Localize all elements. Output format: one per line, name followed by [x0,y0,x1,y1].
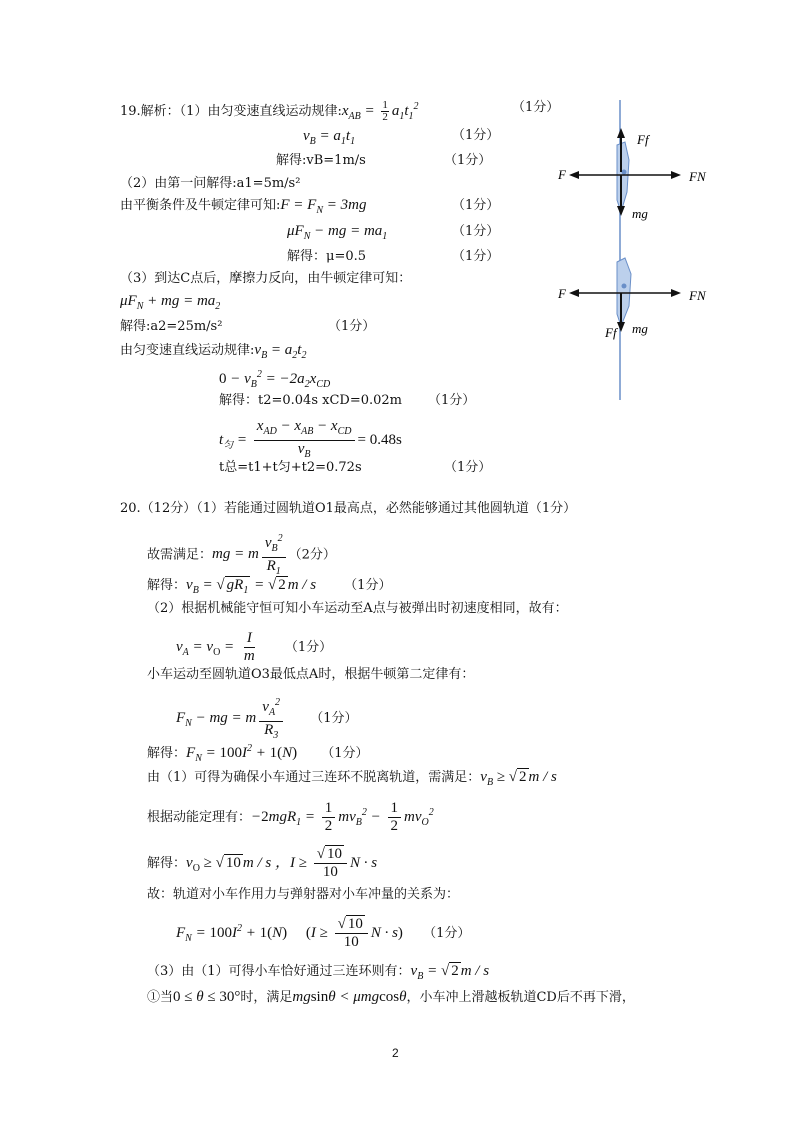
p20-case-1: ①当0 ≤ θ ≤ 30°时，满足mgsinθ < μmgcosθ，小车冲上滑越板轨道CD后不再下滑， [147,989,635,1005]
label-ff-top: Ff [637,132,649,147]
p19-points-15: （1分） [444,460,492,475]
p19-part-3: （3）到达C点后，摩擦力反向，由牛顿定律可知： [120,271,412,286]
p19-points-3: （1分） [444,153,492,168]
eq-vb-exact: $v_B$ = √ 2 m / s [410,963,490,982]
p19-points-2: （1分） [452,128,500,143]
p19-points-10: （1分） [328,319,376,334]
p20-part-3: （3）由（1）可得小车恰好通过三连环则有：$v_B$ = √ 2 m / s [147,963,490,982]
p20-part-2: （2）根据机械能守恒可知小车运动至A点与被弹出时初速度相同，故有： [147,601,568,616]
label-fn-top: FN [689,169,706,184]
p19-solve-vb: 解得:vB=1m/s [276,153,366,168]
p19-points-6: （1分） [452,224,500,239]
p20-condition: 故需满足：mg = m $\frac{v_B^2}{R_1}$ （2分） [147,530,336,580]
p20-solve-fn: 解得：$F_N = 100I^2 + 1(N)$ （1分） [147,743,369,764]
label-mg-top: mg [632,206,648,221]
eq-mu-fn-2: $\mu F_N$ + mg = $ma_2$ [120,293,221,312]
p20-final-relation: $F_N = 100I^2 + 1(N)$ (I ≥ $\frac{√ 10}{10}$ N · s) （1分） [176,916,471,950]
p20-va: $v_A = v_O$ = $\frac{I}{m}$ （1分） [176,630,333,664]
eq-vb: $v_B = a_1t_1$ [303,128,356,147]
p20-newton: $F_N$ − mg = m $\frac{v_A^2}{R_3}$ （1分） [176,694,357,744]
p19-equilibrium: 由平衡条件及牛顿定律可知:F = $F_N = 3mg$ [120,197,367,216]
force-diagram [555,100,735,405]
eq-t-uniform: $t_匀$ = $\frac{x_{AD} - x_{AB} - x_{CD}}{v_B}$ = 0.48s [219,418,402,460]
label-fn-bottom: FN [689,288,706,303]
label-f-top: F [558,167,566,182]
p20-energy: 根据动能定理有：−2mgR$_1$ = $\frac{1}{2}$ $mv_B^2$ − $\frac{1}{2}$ $mv_O^2$ [147,800,434,834]
eq-fn-mg: $F_N$ − mg = m $\frac{v_A^2}{R_3}$ [176,710,286,726]
eq-mg-mv2r: mg = m $\frac{v_B^2}{R_1}$ [212,546,289,562]
eq-v0-i: $v_O$ ≥ √ 10 m / s ，I ≥ $\frac{√ 10}{10}$ N · s [186,846,378,880]
eq-theta-range: 0 ≤ θ ≤ 30° [173,989,241,1005]
p19-solve-t2: 解得：t2=0.04s xCD=0.02m [219,393,403,408]
p20-solve-vb: 解得：$v_B$ = √ $gR_1$ = √ 2 m / s （1分） [147,577,392,596]
eq-fn-i-final: $F_N = 100I^2 + 1(N)$ (I ≥ $\frac{√ 10}{10}$ N · s) [176,916,403,950]
p19-points-13: （1分） [428,393,476,408]
p19-points-1: （1分） [512,100,560,115]
p19-total-time: t总=t1+t匀+t2=0.72s [219,460,362,475]
p19-solve-a2: 解得:a2=25m/s² [120,319,223,334]
eq-vb-a2t2: $v_B = a_2t_2$ [254,342,307,361]
eq-vb-geq: $v_B$ ≥ √ 2 m / s [480,769,557,788]
p20-relation: 故：轨道对小车作用力与弹射器对小车冲量的关系为： [147,887,460,902]
eq-vb-sqrt: $v_B$ = √ $gR_1$ = √ 2 m / s [186,577,317,596]
eq-sin-cos: mgsinθ < μmgcosθ [292,989,407,1005]
p19-solve-mu: 解得：μ=0.5 [287,249,367,264]
car-bottom [617,258,631,326]
p19-kinematics-2: 由匀变速直线运动规律$:v_B = a_2t_2$ [120,342,307,361]
p19-points-7: （1分） [452,249,500,264]
eq-f-fn: $F = F_N = 3mg$ [280,197,367,216]
eq-fn-result: $F_N = 100I^2 + 1(N)$ [186,743,298,764]
p20-no-derail: 由（1）可得为确保小车通过三连环不脱离轨道，需满足：$v_B$ ≥ √ 2 m / s [147,769,557,788]
label-ff-bottom: Ff [605,325,617,340]
p20-solve-v0: 解得：$v_O$ ≥ √ 10 m / s ，I ≥ $\frac{√ 10}{10}$ N · s [147,846,378,880]
p20-at-point-a: 小车运动至圆轨道O3最低点A时，根据牛顿第二定律有： [147,667,475,682]
eq-mu-fn: $\mu F_N$ − mg = $ma_1$ [287,223,388,242]
label-mg-bottom: mg [632,321,648,336]
page-number: 2 [392,1046,399,1060]
label-f-bottom: F [558,286,566,301]
car-top [617,142,629,212]
p19-part-2: （2）由第一问解得:a1=5m/s² [120,176,301,191]
p19-points-5: （1分） [452,198,500,213]
eq-work-energy: −2mgR$_1$ = $\frac{1}{2}$ $mv_B^2$ − $\frac{1}{2}$ $mv_O^2$ [251,800,434,834]
p20-line-1: 20.（12分）（1）若能通过圆轨道O1最高点，必然能够通过其他圆轨道（1分） [120,501,577,516]
eq-xab: $x_{AB}$ = $\frac{1}{2}$ $a_1t_1^2$ [341,99,419,124]
eq-va-v0: $v_A = v_O$ = $\frac{I}{m}$ [176,630,255,664]
eq-vb-squared: $0 - v_B^2 = -2a_2x_{CD}$ [219,369,331,390]
p19-line-1: 19.解析：（1）由匀变速直线运动规律$:x_{AB}$ = $\frac{1}{2}$ $a_1t_1^2$ [120,99,419,124]
